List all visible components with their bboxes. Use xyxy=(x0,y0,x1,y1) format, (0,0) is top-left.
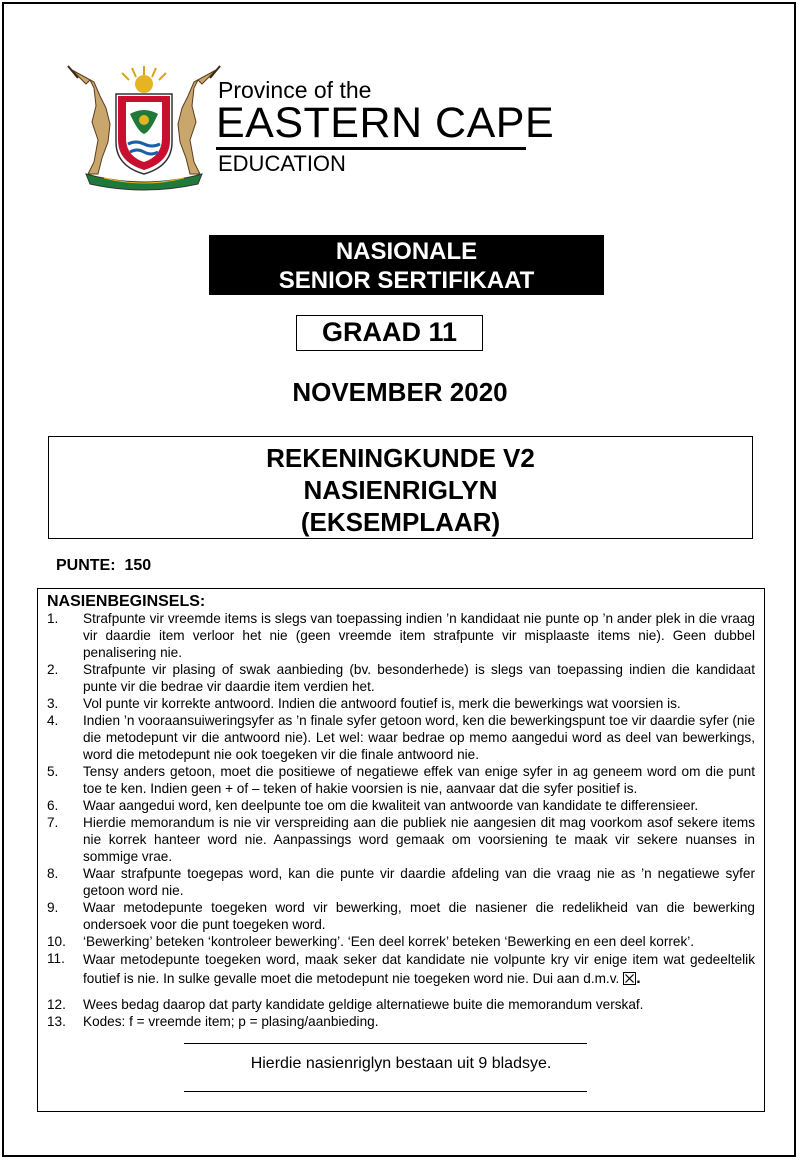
province-line: Province of the xyxy=(218,77,372,103)
footer-top-rule xyxy=(184,1043,587,1044)
item-text-wrapper xyxy=(83,950,755,988)
marking-principles-heading: NASIENBEGINSELS: xyxy=(47,593,206,610)
list-item xyxy=(47,899,755,933)
subject-line-3: (EKSEMPLAAR) xyxy=(300,507,501,537)
exam-date: NOVEMBER 2020 xyxy=(292,377,508,407)
item-text: Waar metodepunte toegeken word vir bewerking, moet die nasiener die redelikheid van die bewerking ondersoek voor die punt toegeken word. xyxy=(83,900,755,932)
list-item xyxy=(47,950,755,988)
item-text: Wees bedag daarop dat party kandidate geldige alternatiewe buite die memorandum verskaf. xyxy=(83,997,644,1012)
department-line: EDUCATION xyxy=(218,151,346,176)
item-number: 1. xyxy=(47,611,59,626)
item-number: 11. xyxy=(47,951,65,966)
item-text: ‘Bewerking’ beteken ‘kontroleer bewerking’. ‘Een deel korrek’ beteken ‘Bewerking en een deel korrek’. xyxy=(83,934,695,949)
marking-principles-list xyxy=(47,610,755,1030)
item-number: 7. xyxy=(47,815,59,830)
subject-line-2: NASIENRIGLYN xyxy=(303,475,498,505)
marking-principles-box xyxy=(37,588,765,1112)
list-item xyxy=(47,933,755,950)
cross-box-icon xyxy=(623,972,636,985)
item-text: Waar aangedui word, ken deelpunte toe om die kwaliteit van antwoorde van kandidate te differensieer. xyxy=(83,798,699,813)
list-item xyxy=(47,814,755,865)
item-number: 4. xyxy=(47,713,59,728)
list-item xyxy=(47,661,755,695)
item-text: Vol punte vir korrekte antwoord. Indien die antwoord foutief is, merk die bewerkings wat voorsien is. xyxy=(83,696,681,711)
item-number: 10. xyxy=(47,934,66,949)
list-item xyxy=(47,797,755,814)
coat-of-arms-logo xyxy=(64,62,224,192)
item-number: 8. xyxy=(47,866,59,881)
subject-line-1: REKENINGKUNDE V2 xyxy=(266,443,535,473)
item-text: Kodes: f = vreemde item; p = plasing/aanbieding. xyxy=(83,1014,379,1029)
item-text: Hierdie memorandum is nie vir verspreiding aan die publiek nie aangesien dit mag voorkom asof sekere items nie korrek hanteer word nie. Aanpassings word gemaak om voorsiening te maak vir sekere nuanses in sommige vrae. xyxy=(83,815,755,864)
item-number: 5. xyxy=(47,764,59,779)
list-item xyxy=(47,712,755,763)
item-text: Tensy anders getoon, moet die positiewe of negatiewe effek van enige syfer in ag geneem word om die punt toe te ken. Indien geen + of – teken of hakie voorsien is nie, aanvaar dat die syfer positief is. xyxy=(83,764,755,796)
page-count-note: Hierdie nasienriglyn bestaan uit 9 bladsye. xyxy=(250,1055,552,1072)
list-item xyxy=(47,610,755,661)
list-item xyxy=(47,865,755,899)
certificate-banner xyxy=(209,235,604,295)
coat-of-arms-icon xyxy=(64,62,224,192)
item-number: 3. xyxy=(47,696,59,711)
list-item xyxy=(47,763,755,797)
list-item xyxy=(47,996,755,1013)
item-text: Indien ’n vooraansuiweringsyfer as ’n finale syfer getoon word, ken die bewerkingspunt toe vir daardie syfer (nie die metodepunt vir die antwoord nie). Let wel: waar bedrae op memo aangedui word as deel van bewerkings, word die metodepunt nie ook toegeken vir die finale antwoord nie. xyxy=(83,713,755,762)
footer-bottom-rule xyxy=(184,1091,587,1092)
item-number: 13. xyxy=(47,1014,66,1029)
certificate-line-1: NASIONALE xyxy=(335,238,478,265)
item-number: 12. xyxy=(47,997,66,1012)
item-number: 6. xyxy=(47,798,59,813)
region-title: EASTERN CAPE xyxy=(216,99,555,147)
total-marks: PUNTE: 150 xyxy=(56,557,152,574)
item-text: Waar metodepunte toegeken word, maak seker dat kandidate nie volpunte kry vir enige item wat gedeeltelik foutief is nie. In sulke gevalle moet die metodepunt nie toegeken word nie. Dui aan d.m.v. xyxy=(83,952,755,986)
subject-box xyxy=(48,436,753,539)
item-number: 2. xyxy=(47,662,59,677)
item-text: Strafpunte vir plasing of swak aanbieding (bv. besonderhede) is slegs van toepassing indien die kandidaat punte vir die bedrae vir daardie item verdien het. xyxy=(83,662,755,694)
header-underline xyxy=(216,147,526,150)
list-item xyxy=(47,1013,755,1030)
grade-box: GRAAD 11 xyxy=(296,315,483,351)
item-text: Waar strafpunte toegepas word, kan die punte vir daardie afdeling van die vraag nie as ’n negatiewe syfer getoon word nie. xyxy=(83,866,755,898)
item-number: 9. xyxy=(47,900,59,915)
item-text: Strafpunte vir vreemde items is slegs van toepassing indien ’n kandidaat nie punte op ’n ander plek in die vraag vir daardie item verloor het nie (geen vreemde item strafpunte vir misplaaste items nie). Geen dubbel penalisering nie. xyxy=(83,611,755,660)
list-item xyxy=(47,695,755,712)
rule-11-suffix: . xyxy=(636,970,641,987)
certificate-line-2: SENIOR SERTIFIKAAT xyxy=(278,267,535,294)
